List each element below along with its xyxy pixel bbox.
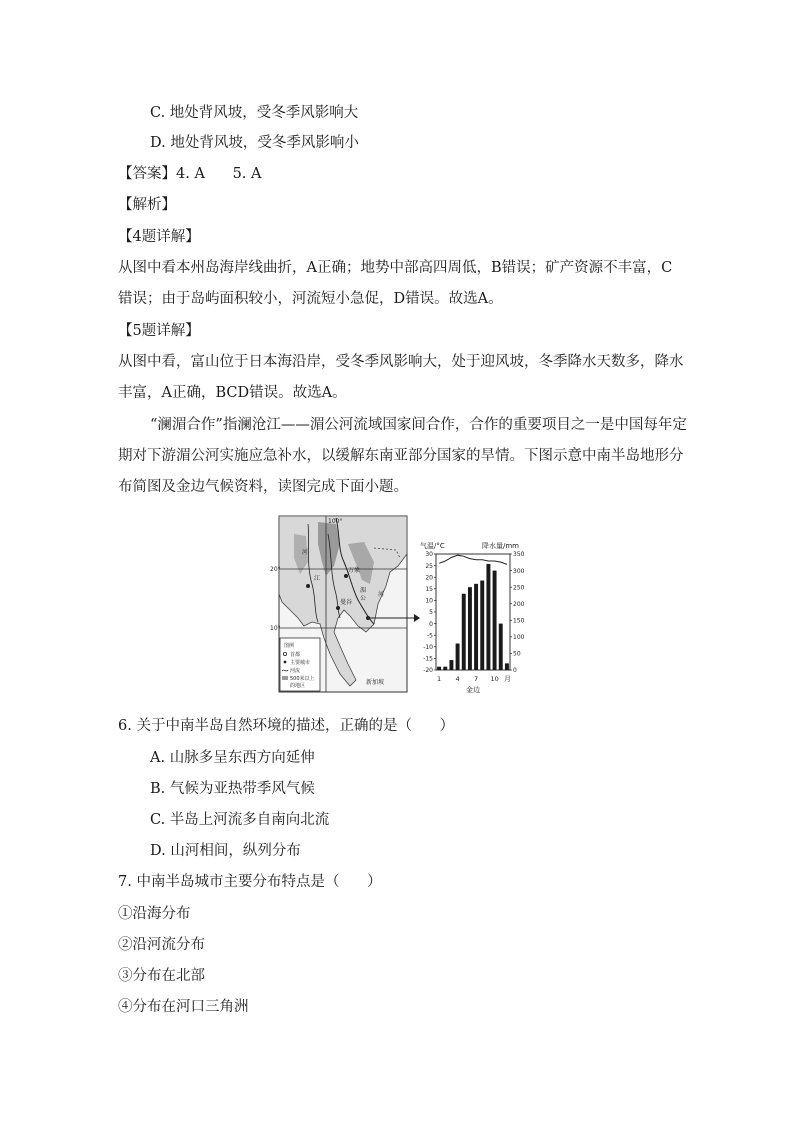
place-label: 万象 [348, 567, 361, 574]
precip-bar [437, 667, 441, 670]
place-label: 公 [360, 595, 367, 602]
legend-item: 主要城市 [290, 660, 311, 666]
precip-bar [443, 667, 447, 670]
q6-option-c: C. 半岛上河流多自南向北流 [150, 812, 330, 828]
precip-bar [505, 663, 509, 670]
precip-bar [462, 594, 466, 670]
q7-item-2: ②沿河流分布 [118, 937, 205, 953]
left-tick-label: 15 [425, 586, 433, 593]
right-tick-label: 0 [513, 667, 517, 675]
legend-highland-icon [282, 676, 288, 680]
chart-ylabel-right: 降水量/mm [482, 542, 519, 550]
left-tick-label: 0 [429, 620, 433, 628]
left-axis-ticks [423, 551, 436, 674]
q7-item-4: ④分布在河口三角洲 [118, 999, 249, 1015]
right-tick-label: 300 [513, 567, 525, 575]
precip-bar [493, 571, 497, 670]
precip-bar [486, 564, 490, 670]
right-tick-label: 250 [513, 584, 525, 592]
place-label: 湄 [360, 587, 367, 594]
legend-city-icon [284, 661, 287, 664]
intro-line-3: 布简图及金边气候资料，读图完成下面小题。 [118, 479, 408, 495]
right-tick-label: 200 [513, 600, 525, 608]
left-tick-label: 25 [425, 562, 433, 570]
place-label: 曼谷 [340, 599, 353, 606]
left-tick-label: 30 [425, 551, 433, 559]
precip-bar [499, 624, 503, 670]
q7-stem: 7. 中南半岛城市主要分布特点是（ ） [118, 874, 382, 890]
analysis-title: 【解析】 [118, 197, 176, 213]
q6-option-b: B. 气候为亚热带季风气候 [150, 781, 315, 797]
legend-item: 首都 [290, 652, 301, 658]
temperature-line [439, 555, 507, 564]
right-tick-label: 150 [513, 617, 525, 625]
left-tick-label: -5 [427, 632, 433, 640]
x-tick-label: 1 [437, 675, 442, 683]
right-axis-ticks [510, 551, 525, 674]
chart-station-label: 金边 [466, 686, 480, 694]
q6-option-a: A. 山脉多呈东西方向延伸 [150, 750, 315, 766]
right-tick-label: 350 [513, 551, 525, 559]
right-tick-label: 100 [513, 634, 525, 642]
q6-stem: 6. 关于中南半岛自然环境的描述，正确的是（ ） [118, 718, 455, 734]
chart-ylabel-left: 气温/°C [420, 542, 445, 550]
place-label: 河 [378, 591, 385, 598]
city-dot [366, 616, 370, 620]
precip-bar [480, 581, 484, 670]
precip-bar [456, 643, 460, 670]
left-tick-label: 5 [429, 609, 433, 617]
q5-heading: 【5题详解】 [118, 323, 200, 339]
x-tick-label: 7 [474, 675, 479, 683]
legend-item: 的地区 [290, 683, 306, 689]
option-3d: D. 地处背风坡，受冬季风影响小 [150, 135, 359, 151]
intro-line-2: 期对下游湄公河实施应急补水，以缓解东南亚部分国家的旱情。下图示意中南半岛地形分 [118, 448, 684, 464]
city-dot [336, 606, 340, 610]
legend-title: 图例 [284, 643, 295, 649]
lat-10-label: 10° [270, 625, 281, 632]
left-tick-label: 20 [425, 574, 433, 582]
place-label: 河 [302, 549, 309, 556]
place-label: 新加坡 [366, 679, 385, 686]
city-dot [306, 584, 310, 588]
city-dot [344, 574, 348, 578]
x-axis-ticks [437, 675, 499, 683]
precip-bar [468, 587, 472, 670]
x-month-unit: 月 [504, 675, 511, 683]
option-3c: C. 地处背风坡，受冬季风影响大 [150, 105, 359, 121]
lon-label: 100° [328, 518, 343, 525]
left-tick-label: -10 [423, 644, 433, 651]
q5-explain-1: 从图中看，富山位于日本海沿岸，受冬季风影响大，处于迎风坡，冬季降水天数多，降水 [118, 354, 684, 370]
left-tick-label: -20 [423, 667, 433, 675]
answer-line: 【答案】4. A 5. A [118, 166, 262, 182]
precip-bar [449, 660, 453, 670]
intro-line-1: “澜湄合作”指澜沧江——湄公河流域国家间合作，合作的重要项目之一是中国每年定 [150, 417, 687, 433]
legend-item: 河流 [290, 668, 301, 674]
q6-option-d: D. 山河相间，纵列分布 [150, 843, 301, 859]
q4-heading: 【4题详解】 [118, 229, 200, 245]
x-tick-label: 10 [490, 675, 499, 683]
precip-bars [437, 564, 509, 670]
right-tick-label: 50 [513, 650, 521, 658]
climate-chart [420, 540, 532, 700]
q5-explain-2: 丰富，A正确，BCD错误。故选A。 [118, 385, 347, 401]
left-tick-label: -15 [423, 655, 433, 663]
x-tick-label: 4 [455, 675, 460, 683]
lat-20-label: 20° [270, 566, 281, 573]
q7-item-3: ③分布在北部 [118, 968, 205, 984]
left-tick-label: 10 [425, 597, 433, 605]
q4-explain-1: 从图中看本州岛海岸线曲折，A正确；地势中部高四周低，B错误；矿产资源不丰富，C [118, 260, 673, 276]
q4-explain-2: 错误；由于岛屿面积较小，河流短小急促，D错误。故选A。 [118, 291, 503, 307]
q7-item-1: ①沿海分布 [118, 906, 191, 922]
precip-bar [474, 584, 478, 670]
legend-item: 500米以上 [290, 676, 315, 682]
place-label: 江 [314, 575, 321, 582]
